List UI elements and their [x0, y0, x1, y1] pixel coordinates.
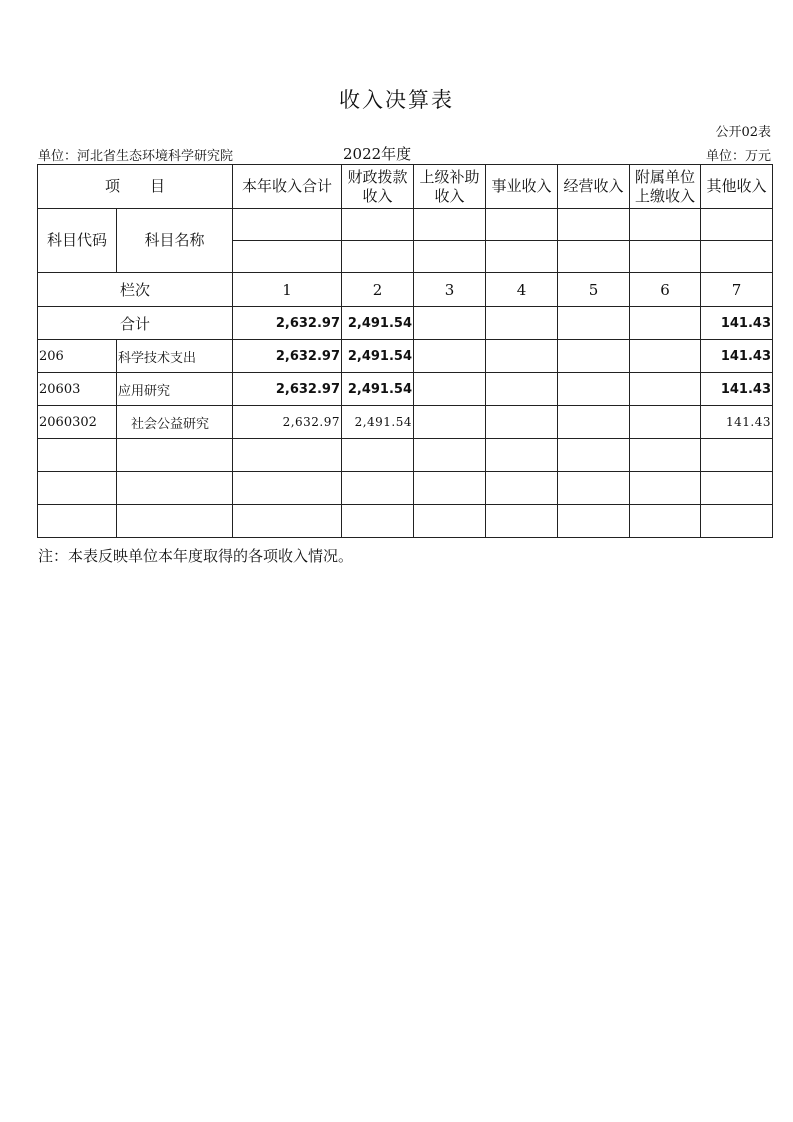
superior-amount	[414, 373, 486, 406]
column-number-label: 栏次	[38, 273, 233, 307]
form-number: 公开02表	[715, 125, 771, 140]
affiliated-amount	[630, 373, 701, 406]
subject-name: 社会公益研究	[117, 406, 233, 439]
header-fiscal-line1: 财政拨款	[347, 167, 408, 186]
header-superior-line2: 收入	[434, 186, 465, 205]
column-number: 1	[233, 273, 342, 307]
column-number: 5	[558, 273, 630, 307]
header-operating: 经营收入	[558, 165, 630, 209]
column-number-row	[38, 273, 773, 307]
operating-amount	[558, 307, 630, 340]
header-superior-line1: 上级补助	[419, 167, 480, 186]
blank-cell	[701, 241, 773, 273]
blank-cell	[342, 241, 414, 273]
subject-name: 科学技术支出	[117, 340, 233, 373]
header-affiliated-line2: 上缴收入	[635, 186, 696, 205]
table-note: 注：本表反映单位本年度取得的各项收入情况。	[38, 547, 354, 565]
other-amount: 141.43	[701, 373, 773, 406]
total-label: 合计	[38, 307, 233, 340]
other-amount: 141.43	[701, 340, 773, 373]
total-row	[38, 307, 773, 340]
column-number: 4	[486, 273, 558, 307]
blank-cell	[486, 209, 558, 241]
total-amount: 2,632.97	[233, 406, 342, 439]
table-row	[38, 406, 773, 439]
fiscal-amount: 2,491.54	[342, 307, 414, 340]
column-number: 7	[701, 273, 773, 307]
blank-cell	[701, 209, 773, 241]
income-table	[37, 164, 773, 538]
subject-code: 206	[38, 340, 117, 373]
empty-row	[38, 439, 773, 472]
empty-row	[38, 505, 773, 538]
business-amount	[486, 340, 558, 373]
header-name: 科目名称	[117, 209, 233, 273]
header-row	[38, 165, 773, 209]
superior-amount	[414, 406, 486, 439]
blank-cell	[414, 209, 486, 241]
subject-code: 2060302	[38, 406, 117, 439]
table-row	[38, 340, 773, 373]
header-code: 科目代码	[38, 209, 117, 273]
table-row	[38, 373, 773, 406]
blank-cell	[558, 209, 630, 241]
business-amount	[486, 307, 558, 340]
operating-amount	[558, 373, 630, 406]
page-title: 收入决算表	[339, 88, 454, 112]
header-other: 其他收入	[701, 165, 773, 209]
affiliated-amount	[630, 307, 701, 340]
blank-cell	[630, 241, 701, 273]
column-number: 3	[414, 273, 486, 307]
subject-code: 20603	[38, 373, 117, 406]
unit-name: 单位：河北省生态环境科学研究院	[38, 149, 234, 164]
superior-amount	[414, 340, 486, 373]
affiliated-amount	[630, 406, 701, 439]
header-affiliated-line1: 附属单位	[635, 167, 696, 186]
other-amount: 141.43	[701, 307, 773, 340]
superior-amount	[414, 307, 486, 340]
blank-cell	[486, 241, 558, 273]
affiliated-amount	[630, 340, 701, 373]
fiscal-amount: 2,491.54	[342, 406, 414, 439]
fiscal-amount: 2,491.54	[342, 373, 414, 406]
total-amount: 2,632.97	[233, 307, 342, 340]
blank-cell	[233, 241, 342, 273]
header-subrow-a	[38, 209, 773, 241]
fiscal-year: 2022年度	[343, 145, 412, 163]
column-number: 2	[342, 273, 414, 307]
operating-amount	[558, 406, 630, 439]
header-item: 项 目	[38, 165, 233, 209]
currency-unit: 单位：万元	[705, 149, 771, 164]
total-amount: 2,632.97	[233, 340, 342, 373]
operating-amount	[558, 340, 630, 373]
header-fiscal-line2: 收入	[362, 186, 393, 205]
blank-cell	[414, 241, 486, 273]
header-total: 本年收入合计	[233, 165, 342, 209]
empty-row	[38, 472, 773, 505]
subject-name: 应用研究	[117, 373, 233, 406]
header-fiscal	[342, 165, 414, 209]
blank-cell	[630, 209, 701, 241]
blank-cell	[558, 241, 630, 273]
fiscal-amount: 2,491.54	[342, 340, 414, 373]
total-amount: 2,632.97	[233, 373, 342, 406]
header-superior	[414, 165, 486, 209]
blank-cell	[342, 209, 414, 241]
blank-cell	[233, 209, 342, 241]
column-number: 6	[630, 273, 701, 307]
header-business: 事业收入	[486, 165, 558, 209]
other-amount: 141.43	[701, 406, 773, 439]
business-amount	[486, 373, 558, 406]
header-affiliated	[630, 165, 701, 209]
business-amount	[486, 406, 558, 439]
